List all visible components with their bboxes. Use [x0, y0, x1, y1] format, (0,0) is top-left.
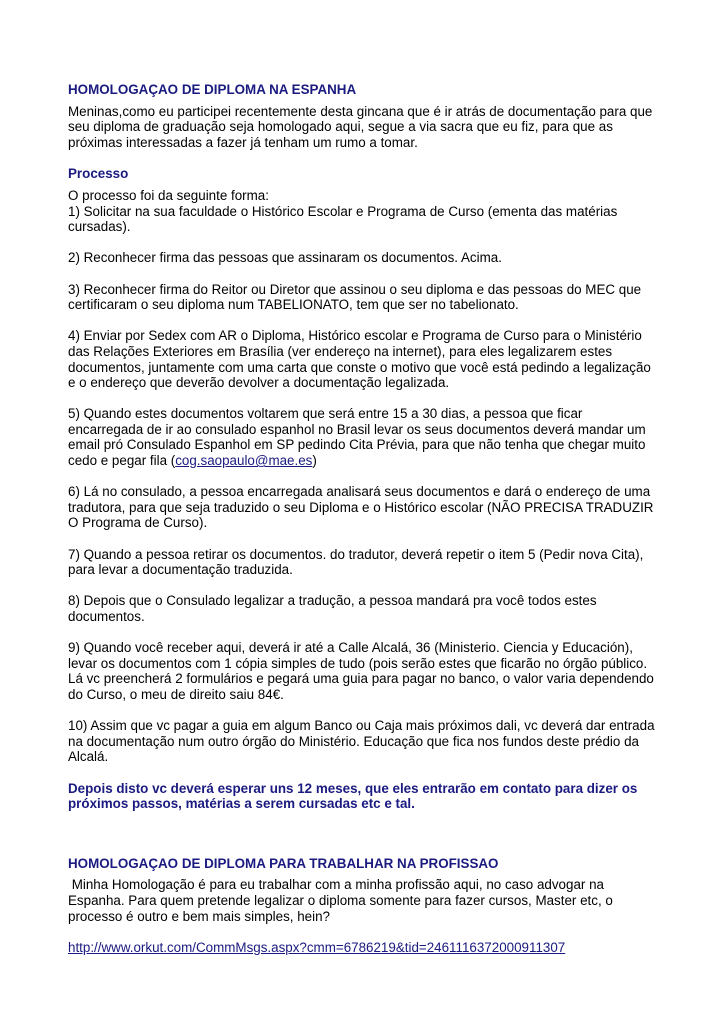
process-intro: O processo foi da seguinte forma: [68, 187, 269, 203]
step-9: 9) Quando você receber aqui, deverá ir até a Calle Alcalá, 36 (Ministerio. Ciencia y Educación), levar os documentos com 1 cópia simples de tudo (pois serão estes que ficarão no órgão público. Lá vc preencherá 2 formulários e pegará uma guia para pagar no banco, o valor varia dependendo do Curso, o meu de direito saiu 84€. [68, 640, 654, 702]
step-8: 8) Depois que o Consulado legalizar a tradução, a pessoa mandará pra você todos estes documentos. [68, 593, 597, 624]
step-4: 4) Enviar por Sedex com AR o Diploma, Histórico escolar e Programa de Curso para o Ministério das Relações Exteriores em Brasília (ver endereço na internet), para eles legalizarem estes documentos, juntamente com uma carta que conste o motivo que você está pedindo a legalização e o endereço que deverão devolver a documentação legalizada. [68, 328, 651, 391]
section2-body: Minha Homologação é para eu trabalhar com a minha profissão aqui, no caso advogar na Espanha. Para quem pretende legalizar o diploma somente para fazer cursos, Master etc, o processo é outro e bem mais simples, hein? [68, 877, 617, 924]
orkut-link-paragraph [68, 940, 658, 956]
step-6: 6) Lá no consulado, a pessoa encarregada analisará seus documentos e dará o endereço de uma tradutora, para que seja traduzido o seu Diploma e o Histórico escolar (NÃO PRECISA TRADUZIR O Programa de Curso). [68, 484, 654, 531]
section-title-trabalhar-profissao: HOMOLOGAÇAO DE DIPLOMA PARA TRABALHAR NA PROFISSAO [68, 855, 499, 871]
step-5 [68, 406, 658, 468]
step-5-text: 5) Quando estes documentos voltarem que será entre 15 a 30 dias, a pessoa que ficar encarregada de ir ao consulado espanhol no Brasil levar os seus documentos deverá mandar um email pró Consulado Espanhol em SP pedindo Cita Prévia, para que não tenha que chegar muito cedo e pegar fila ( [68, 406, 646, 469]
step-10: 10) Assim que vc pagar a guia em algum Banco ou Caja mais próximos dali, vc deverá dar entrada na documentação num outro órgão do Ministério. Educação que fica nos fundos deste prédio da Alcalá. [68, 718, 655, 765]
orkut-link[interactable]: http://www.orkut.com/CommMsgs.aspx?cmm=6786219&tid=2461116372000911307 [68, 939, 566, 955]
consulate-email-link[interactable]: cog.saopaulo@mae.es [175, 453, 313, 469]
step-1: 1) Solicitar na sua faculdade o Histórico Escolar e Programa de Curso (ementa das matérias cursadas). [68, 203, 618, 235]
section-title-homologacao-espanha: HOMOLOGAÇAO DE DIPLOMA NA ESPANHA [68, 82, 357, 97]
closing-note: Depois disto vc deverá esperar uns 12 meses, que eles entrarão em contato para dizer os próximos passos, matérias a serem cursadas etc e tal. [68, 780, 638, 812]
step-2: 2) Reconhecer firma das pessoas que assinaram os documentos. Acima. [68, 250, 502, 266]
process-heading: Processo [68, 166, 129, 182]
intro-paragraph: Meninas,como eu participei recentemente desta gincana que é ir atrás de documentação para que seu diploma de graduação seja homologado aqui, segue a via sacra que eu fiz, para que as próximas interessadas a fazer já tenham um rumo a tomar. [68, 103, 653, 150]
step-3: 3) Reconhecer firma do Reitor ou Diretor que assinou o seu diploma e das pessoas do MEC que certificaram o seu diploma num TABELIONATO, tem que ser no tabelionato. [68, 281, 642, 313]
step-7: 7) Quando a pessoa retirar os documentos. do tradutor, deverá repetir o item 5 (Pedir nova Cita), para levar a documentação traduzida. [68, 546, 644, 578]
step-5-close: ) [312, 453, 317, 469]
